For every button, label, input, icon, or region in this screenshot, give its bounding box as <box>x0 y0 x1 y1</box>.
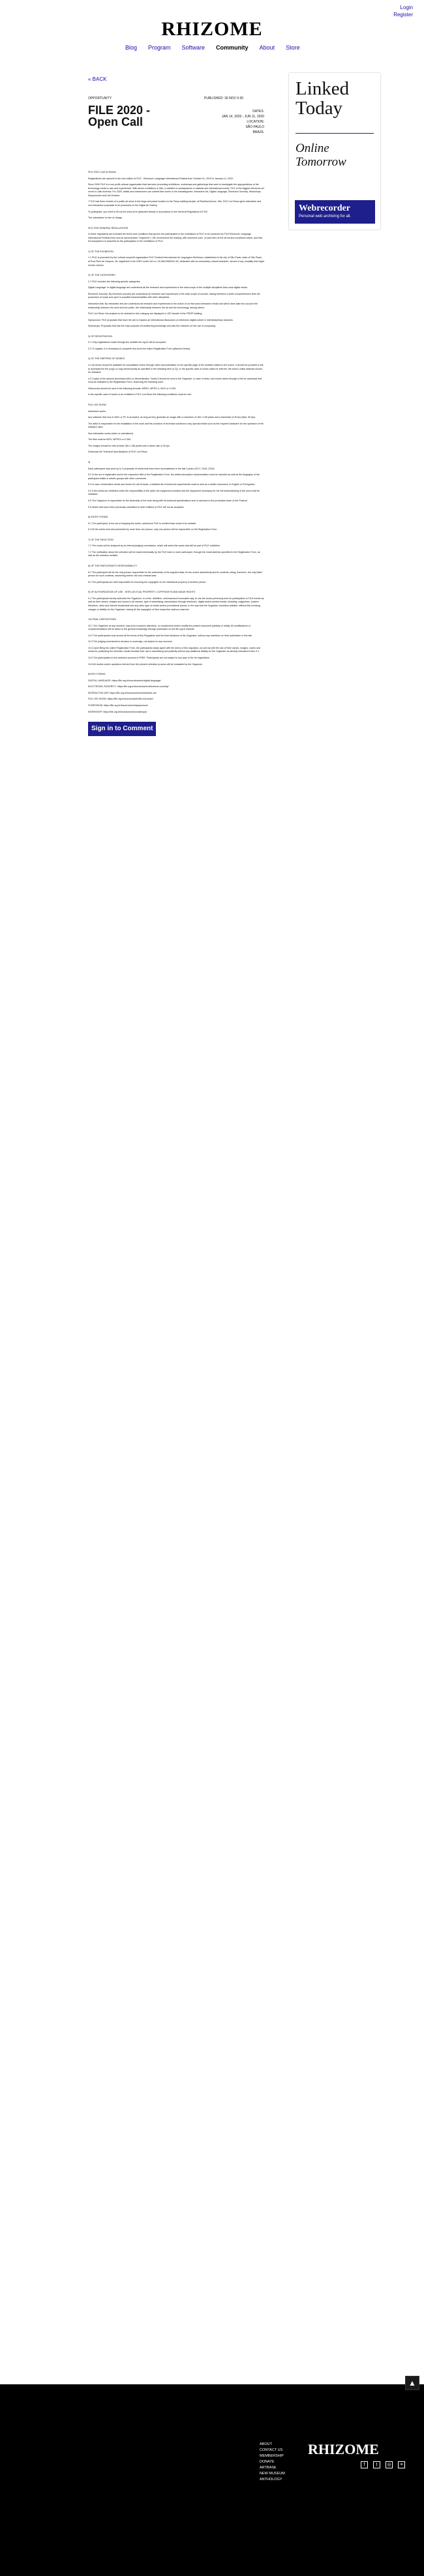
body-paragraph: Registrations are opened to the new edition of FILE - Electronic Language International Festival from October 01, 2019 to January 14, 2020. <box>88 177 234 180</box>
location-label: LOCATION: <box>247 120 264 124</box>
body-paragraph[interactable]: ELECTRONIC SONORITY: https://file.org.br/inscricoes/en/electronic-sonority/ <box>88 685 169 688</box>
body-paragraph: 4.1 All works should be available for consultation online through video documentation on the specific page of the website related to the works. It should be provided a link to download the file (copy or copy electronically as specified in the following item (4.2)); or the specific case of works made for internet, the work's online address should be indicated. <box>88 364 264 374</box>
section-heading: 10) FINAL DISPOSITIONS <box>88 618 116 621</box>
footer-link[interactable]: ARTBASE <box>260 2466 277 2470</box>
body-paragraph: In the specific case of works to be exhibited in FILE Led Show the following conditions must be met: <box>88 393 192 396</box>
ad-line-4: Tomorrow <box>295 155 346 169</box>
footer-link[interactable]: ABOUT <box>260 2442 272 2446</box>
body-paragraph: Interactive Arts: By interactive arts are understood all research and experiences in the action of an that uses interaction media and which does take into account the relationship between the work and the public, the relationship between the art and the technology, among others. <box>88 302 258 309</box>
post-published: PUBLISHED: 30 NOV 0:30 <box>204 96 244 100</box>
section-heading: 6) ENTRY FORMS <box>88 516 108 519</box>
body-paragraph: Since 2000 FILE is a non-profit cultural organization that has been promoting exhibitions, workshops and gatherings that seek to investigate the appropriations of the technology media in arts and experiences. With seven exhibitions in São, in addition to participations in national and international events, FILE is the biggest electronic art event in Latin America. For 2020, artists and researchers can submit their works in the subcategories: Interactive Art, Digital Language, Electronic Sonority, Workshops, Symposiums and Lab Dreams. <box>88 183 264 197</box>
body-paragraph: * FILE had three models of a public art show in the large and panel located on the Fiesp building facade, at Paulista Avenue, São, FILE Led Show gives interactive and non-interactive proposals to be presented on the Digital Art Gallery. <box>88 200 262 207</box>
post-body <box>88 171 264 736</box>
footer-links <box>260 2442 285 2483</box>
back-link[interactable]: « BACK <box>88 76 107 82</box>
auth-links <box>393 4 413 18</box>
body-paragraph[interactable]: FILE LED SHOW: https://file.org.br/inscricoes/en/file-led-show/ <box>88 698 153 701</box>
dates-label: DATES: <box>252 110 264 113</box>
footer-link[interactable]: MEMBERSHIP <box>260 2454 284 2458</box>
nav-about[interactable]: About <box>259 44 275 51</box>
body-paragraph: The artist is responsible for the installation of the work and the provision of technical solutions to any special media such as the required hardware for the operation of the software used. <box>88 422 264 429</box>
body-paragraph: Workshops: Proposals that has the main purpose of transferring knowledge and also the research on the use of computing. <box>88 325 216 328</box>
body-paragraph: 5.6 Works that have been previously submitted to other editions of FILE will not be accepted. <box>88 505 185 509</box>
ad-headline <box>289 73 380 124</box>
body-paragraph: To participate, you need to fill out the entry form (attached below) in accordance to the General Regulations of FILE. <box>88 210 208 213</box>
body-paragraph: 2.1 FILE includes the following specific categories: <box>88 280 141 283</box>
body-paragraph: Electronic Sonority: By electronic sonority are understood all research and experiences in the wide scope of sounds, having therefore a wider comprehension than the production of music and open to possible transversalities with other disciplines. <box>88 292 260 299</box>
date-range: JAN 14, 2020 - JUN 11, 2020 <box>222 115 264 119</box>
body-paragraph: 7.1 The works will be analyzed by an internal judging commission, which will select the works that will be part of FILE exhibition. <box>88 544 220 548</box>
section-heading: FILE LED SHOW <box>88 403 106 406</box>
ad-subheadline <box>289 137 380 173</box>
section-heading: FILE 2020 GENERAL REGULATIONS <box>88 226 129 229</box>
footer-logo[interactable]: RHIZOME <box>308 2441 379 2457</box>
ad-line-2: Today <box>295 98 343 119</box>
body-paragraph[interactable]: DIGITAL LANGUAGE: https://file.org.br/inscricoes/en/digital-language/ <box>88 679 161 682</box>
scroll-top-icon[interactable]: ▲ <box>405 2376 419 2390</box>
section-heading: 1) OF THE EXHIBITION <box>88 250 114 253</box>
ad-line-3: Online <box>295 141 329 155</box>
nav-blog[interactable]: Blog <box>125 44 138 51</box>
sign-in-to-comment-button[interactable]: Sign in to Comment <box>88 722 156 736</box>
body-paragraph: Each participant may send up to 3 proposals of works that have been accomplished in the last 3 years (2017, 2018, 2019). <box>88 467 215 470</box>
body-paragraph: 3.1 Only registrations made through the website file.org.br will be accepted. <box>88 341 166 344</box>
site-logo[interactable]: RHIZOME <box>161 18 263 40</box>
body-paragraph: The submission is free of charge. <box>88 216 123 220</box>
webrecorder-ad[interactable] <box>289 73 380 229</box>
body-paragraph: 7.2 The notification about the selection will be made individually by the FILE team to each participant, through the email address specified in the Registration Form, as well as the selection website. <box>88 550 260 557</box>
page-title: FILE 2020 - Open Call <box>88 104 151 128</box>
body-paragraph[interactable]: WORKSHOP: https://file.org.br/inscricoes/en/workshops/ <box>88 710 147 713</box>
body-paragraph: 9.1 The participants hereby authorize the Organizer, in a free, definitive, universal and irrevocable way, to use the works previously sent for participation in FILE events as well as their names, images and voices in all manner, type of advertising, transmission through electronic, digital and/or printed media, including, magazines, posters, television, radio and internet broadcasts and any other type of media and/or promotional pieces, in the way that the Organizer considers suitable, without this involving charges or liability for the Organizer, having all the copyrights of their respective authors reserved. <box>88 597 264 611</box>
body-paragraph: 10.2 The participants must accept all the terms of this Regulation and the final decisions of the Organizer, without any restriction on their publication in this site. <box>88 634 253 637</box>
section-heading: ENTRY FORMS: <box>88 673 106 676</box>
body-paragraph: Symposium: FILE proposals that have the aim to expand an international discussion on electronic digital culture in interdisciplinary sessions. <box>88 318 234 321</box>
nav-software[interactable]: Software <box>181 44 205 51</box>
body-paragraph: Non-interactive works (video or animations) <box>88 432 134 435</box>
nav-program[interactable]: Program <box>148 44 171 51</box>
main-nav <box>125 44 300 53</box>
nav-community[interactable]: Community <box>216 44 249 51</box>
body-paragraph: 5.5 The Organizer is responsible for the assembly of the work along with its technical specifications sent in advance to the production team of the Festival. <box>88 499 248 502</box>
body-paragraph: 1.1 FILE is promoted by the cultural nonprofit organization FILE Festival Internacional de Linguagem Eletrônica, established in the city of São Paulo, state of São Paulo, at Rua Pires de Campos, 36, registered in the CNPJ under the no. 04.068.096/0001-62, dedicated with an exclusively cultural character, devoid of any modality that might involve chance. <box>88 256 264 267</box>
body-paragraph: 3.2 To register, it is necessary to complete and send the online Registration Form (attached below). <box>88 347 191 350</box>
body-paragraph: The images should be with at least 160 x 108 pixels with a frame rate of 30 fps. <box>88 444 170 447</box>
body-paragraph: 5.4 If the works are exhibited under the responsibility of the artist, the equipment provided and the equipment necessary for the full understanding of the work must be indicated. <box>88 489 260 496</box>
footer-link[interactable]: ANTHOLOGY <box>260 2478 282 2481</box>
body-paragraph: 5.2 In the act of registration and in the respective field of the Registration Form, the artists descriptive documentation must be included as well as the biography of the participant artists or artistic groups with other comments. <box>88 473 260 480</box>
instagram-icon[interactable]: ◎ <box>386 2461 393 2468</box>
body-paragraph[interactable]: INTERACTIVE ART: https://file.org.br/inscricoes/en/interactive-art/ <box>88 691 157 694</box>
post-category[interactable]: OPPORTUNITY <box>88 96 112 100</box>
body-paragraph: 10.4 Upon filling the online Registration Form, the participants totally agree with the terms of this regulation, as well as with the use of their names, images, voices and works for publicizing the selection results besides their use in advertising and publicity without any additional liability for the Organizer as already indicated in item 9.1. <box>88 646 261 653</box>
login-link[interactable]: Login <box>400 5 413 10</box>
body-paragraph: 8.1 The participant will be the only person responsible for the authorship of the supplied data, for the work's authenticity and its contents, being, therefore, the only liable person for such contents, answering before civil and criminal laws. <box>88 570 262 578</box>
facebook-icon[interactable]: f <box>361 2461 368 2468</box>
footer-link[interactable]: DONATE <box>260 2460 275 2464</box>
section-heading: 9) OF AUTHORIZATION OF USE - INTELLECTUAL PROPERTY, COPYRIGHTS AND IMAGE RIGHTS <box>88 591 196 594</box>
footer-link[interactable]: CONTACT US <box>260 2448 283 2452</box>
location: SÃO PAULO <box>245 125 264 129</box>
body-paragraph: Download the Technical Specifications of FILE Led Show. <box>88 451 148 454</box>
body-paragraph: 10.1 The Organizer at any moment, may at its exclusive discretion, to complement and/or modify the present document partially or totally. All modifications or complementations will be taken to the general knowledge through publication on the file.org.br website. <box>88 624 250 631</box>
country: BRAZIL <box>252 130 264 134</box>
footer-link[interactable]: NEW MUSEUM <box>260 2472 285 2476</box>
section-heading: 4) OF THE SHIPPING OF WORKS <box>88 357 125 361</box>
section-heading: 8) OF THE PARTICIPANT'S RESPONSIBILITY <box>88 565 138 567</box>
section-heading: 2) OF THE CATEGORIES <box>88 274 115 277</box>
site-footer <box>0 2384 424 2576</box>
body-paragraph: Videoworks should be sent in the following formats: MPEG, MPEG-4, MOV or H.264. <box>88 387 176 390</box>
ad-line-1: Linked <box>295 78 350 99</box>
body-paragraph: FILE 2020 | Call for Entries <box>88 171 117 173</box>
body-paragraph: FILE Led Show: the projects to be selected in this category are displayed in LED facade of the FIESP building. <box>88 312 203 316</box>
body-paragraph: Any software that runs in MAC or PC is accepted, as long as they generate an image with a resolution of 160 x 108 pixels and a framerate of 30 fps (Max: 60 fps). <box>88 416 256 419</box>
twitter-icon[interactable]: t <box>373 2461 380 2468</box>
body-paragraph[interactable]: SYMPOSIUM: https://file.org.br/inscricoes/en/symposium/ <box>88 703 148 707</box>
rss-icon[interactable]: ≡ <box>398 2461 405 2468</box>
ad-box-title: Webrecorder <box>299 203 351 213</box>
body-paragraph: Digital Language: to digital language are understood all the research and experiences in the wide scope of the multiple disciplines that cross digital media. <box>88 286 248 289</box>
section-heading: 3) OF REGISTRATION <box>88 334 112 338</box>
nav-store[interactable]: Store <box>286 44 300 51</box>
section-heading: 5) <box>88 461 91 464</box>
body-paragraph: In these regulations are included the terms and conditions that govern the participation in the exhibitions of FILE to be produced by FILE Electronic Language International Festival (here and as denominated "Organizer"). We recommend the reading, with maximum care, of each item of the terms and conditions below, and that full acceptance is essential for the participation in the exhibitions of FILE. <box>88 233 262 243</box>
body-paragraph: 10.6 All doubts and/or questions derived from the present selection process will be evaluated by the Organizer. <box>88 662 203 666</box>
body-paragraph: 8.2 The participants are held responsible for ensuring the copyrights on the intellectual property of another person. <box>88 580 207 584</box>
body-paragraph: 4.2 Copies of the artwork (technical riders or demonstration "works") should be sent to the Organizer, in case of video, and music works through a link for download that must be indicated in the Registration Form, observing the following rules: <box>88 377 262 384</box>
body-paragraph: 5.3 In case of interactive works and works for Lab Dreams, a detailed list of technical requirements must be sent as a written document, in English or Portuguese. <box>88 483 256 486</box>
body-paragraph: Interactive works <box>88 409 106 413</box>
social-links <box>361 2461 405 2468</box>
ad-box-sub: Personal web archiving for all. <box>299 215 352 218</box>
body-paragraph: 6.1 The participant, in the act of shipping the works, authorizes FILE to exhibit those works in its website. <box>88 522 197 525</box>
body-paragraph: 10.3 The judging commission's decision is sovereign, not subject to any recourse. <box>88 640 173 644</box>
body-paragraph: The files must be MOV, MPEG4 or h.264. <box>88 438 131 441</box>
event-details <box>173 109 264 135</box>
register-link[interactable]: Register <box>393 12 413 18</box>
body-paragraph: 6.2 All the works sent and presented by more than one person, only one person will be responsible on the Registration Form. <box>88 528 218 531</box>
ad-banner[interactable] <box>295 200 375 224</box>
section-heading: 7) OF THE SELECTION <box>88 538 114 541</box>
body-paragraph: 10.5 The participation in this selection process is FREE. Participants are not subject to any type of fee for registration. <box>88 657 210 659</box>
